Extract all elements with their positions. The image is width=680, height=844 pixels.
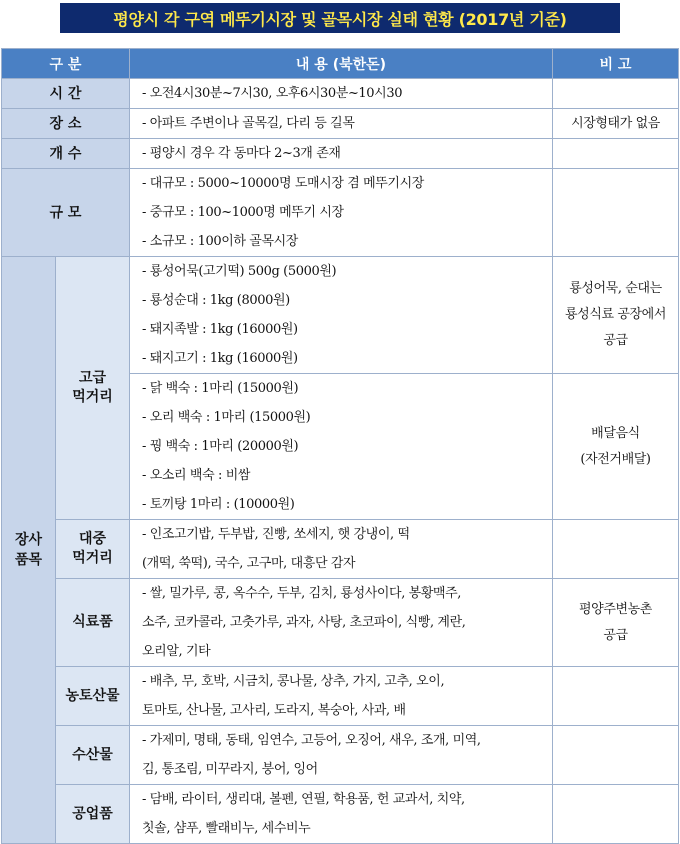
row-label-count: 개 수 [2,139,130,169]
table-row [2,726,679,785]
row-note-time [553,79,679,109]
highend-groupB-note: 배달음식 (자전거배달) [553,374,679,520]
highend-label: 고급 먹거리 [56,257,130,520]
items-label: 장사 품목 [2,257,56,844]
market-status-table [1,48,679,844]
row-content-place: - 아파트 주변이나 골목길, 다리 등 길목 [130,109,553,139]
table-row [2,667,679,726]
marine-label: 수산물 [56,726,130,785]
industrial-label: 공업품 [56,785,130,844]
table-row [2,109,679,139]
highend-groupB-content: - 닭 백숙 : 1마리 (15000원) - 오리 백숙 : 1마리 (15000원) - 꿩 백숙 : 1마리 (20000원) - 오소리 백숙 : 비쌈 - 토끼탕 1마리 : (10000원) [130,374,553,520]
highend-groupA-note: 룡성어묵, 순대는 룡성식료 공장에서 공급 [553,257,679,374]
table-row [2,257,679,374]
row-content-scale: - 대규모 : 5000~10000명 도매시장 겸 메뚜기시장 - 중규모 : 100~1000명 메뚜기 시장 - 소규모 : 100이하 골목시장 [130,169,553,257]
header-row [2,49,679,79]
agri-note [553,667,679,726]
popular-label: 대중 먹거리 [56,520,130,579]
table-row [2,579,679,667]
popular-note [553,520,679,579]
row-label-time: 시 간 [2,79,130,109]
row-note-count [553,139,679,169]
row-label-scale: 규 모 [2,169,130,257]
table-row [2,139,679,169]
table-row [2,169,679,257]
popular-content: - 인조고기밥, 두부밥, 진빵, 쏘세지, 햇 강냉이, 떡 (개떡, 쑥떡), 국수, 고구마, 대흥단 감자 [130,520,553,579]
agri-label: 농토산물 [56,667,130,726]
row-note-scale [553,169,679,257]
food-note: 평양주변농촌 공급 [553,579,679,667]
highend-groupA-content: - 룡성어묵(고기떡) 500g (5000원) - 룡성순대 : 1kg (8000원) - 돼지족발 : 1kg (16000원) - 돼지고기 : 1kg (16000원) [130,257,553,374]
header-content: 내 용 (북한돈) [130,49,553,79]
table-row [2,79,679,109]
page-title: 평양시 각 구역 메뚜기시장 및 골목시장 실태 현황 (2017년 기준) [60,3,620,33]
agri-content: - 배추, 무, 호박, 시금치, 콩나물, 상추, 가지, 고추, 오이, 토마토, 산나물, 고사리, 도라지, 복숭아, 사과, 배 [130,667,553,726]
marine-content: - 가제미, 명태, 동태, 임연수, 고등어, 오징어, 새우, 조개, 미역, 김, 통조림, 미꾸라지, 붕어, 잉어 [130,726,553,785]
row-note-place: 시장형태가 없음 [553,109,679,139]
food-label: 식료품 [56,579,130,667]
row-content-time: - 오전4시30분~7시30, 오후6시30분~10시30 [130,79,553,109]
header-note: 비 고 [553,49,679,79]
header-category: 구 분 [2,49,130,79]
marine-note [553,726,679,785]
food-content: - 쌀, 밀가루, 콩, 옥수수, 두부, 김치, 룡성사이다, 봉황맥주, 소주, 코카콜라, 고춧가루, 과자, 사탕, 초코파이, 식빵, 계란, 오리알, 기타 [130,579,553,667]
row-content-count: - 평양시 경우 각 동마다 2~3개 존재 [130,139,553,169]
row-label-place: 장 소 [2,109,130,139]
table-row [2,520,679,579]
industrial-content: - 담배, 라이터, 생리대, 볼펜, 연필, 학용품, 헌 교과서, 치약, 칫솔, 샴푸, 빨래비누, 세수비누 [130,785,553,844]
